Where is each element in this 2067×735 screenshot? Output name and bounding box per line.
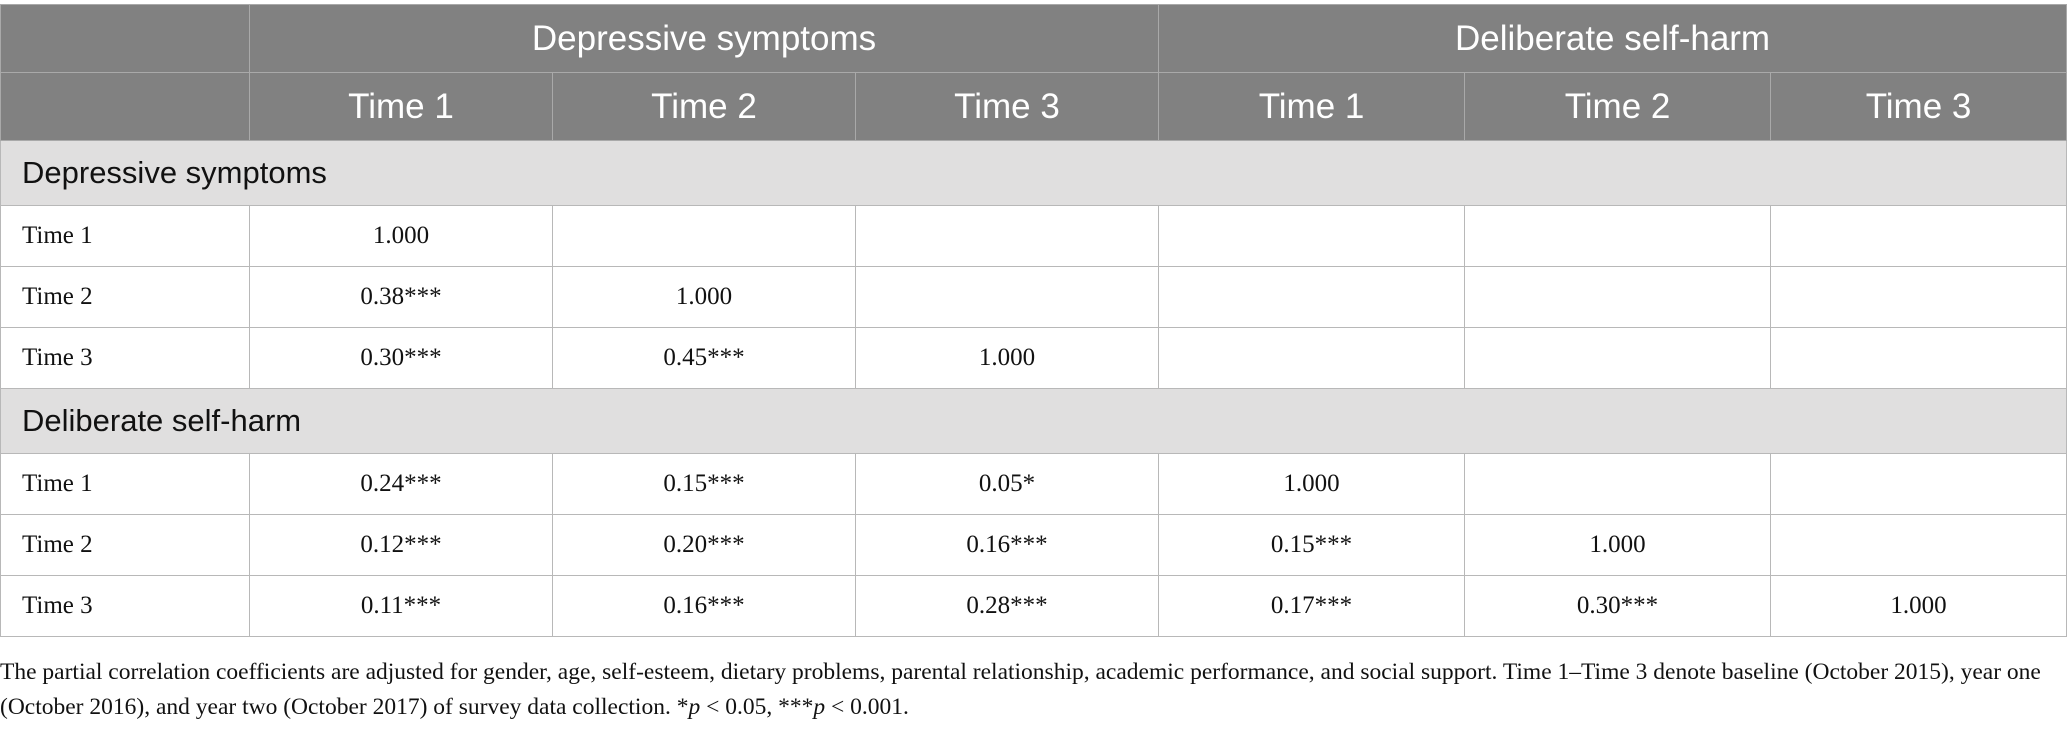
table-cell: 0.20*** — [553, 515, 856, 576]
header-time: Time 1 — [1159, 73, 1465, 141]
table-cell: 0.17*** — [1159, 576, 1465, 637]
header-time: Time 1 — [250, 73, 553, 141]
table-cell — [1771, 328, 2067, 389]
table-cell — [1771, 515, 2067, 576]
correlation-table — [0, 4, 2067, 637]
table-cell — [553, 206, 856, 267]
table-cell: 1.000 — [553, 267, 856, 328]
table-cell — [856, 267, 1159, 328]
table-row — [1, 328, 2067, 389]
table-cell: 0.12*** — [250, 515, 553, 576]
footnote-p-symbol: p — [813, 694, 826, 720]
section-title: Deliberate self-harm — [1, 389, 2067, 454]
table-cell — [1465, 267, 1771, 328]
footnote-threshold: < 0.001. — [825, 694, 909, 720]
table-cell — [856, 206, 1159, 267]
table-cell: 1.000 — [250, 206, 553, 267]
section-title: Depressive symptoms — [1, 141, 2067, 206]
row-label: Time 1 — [1, 206, 250, 267]
header-time: Time 2 — [553, 73, 856, 141]
table-cell: 0.45*** — [553, 328, 856, 389]
table-cell: 0.28*** — [856, 576, 1159, 637]
header-time: Time 3 — [1771, 73, 2067, 141]
table-cell: 1.000 — [1771, 576, 2067, 637]
table-cell — [1159, 206, 1465, 267]
table-cell: 1.000 — [1465, 515, 1771, 576]
row-label: Time 1 — [1, 454, 250, 515]
table-cell: 0.15*** — [553, 454, 856, 515]
table-cell: 0.11*** — [250, 576, 553, 637]
section-row — [1, 141, 2067, 206]
table-cell — [1465, 454, 1771, 515]
table-cell — [1465, 328, 1771, 389]
table-cell: 1.000 — [856, 328, 1159, 389]
table-cell: 1.000 — [1159, 454, 1465, 515]
table-row — [1, 576, 2067, 637]
table-cell — [1159, 267, 1465, 328]
header-row-groups — [1, 5, 2067, 73]
header-corner — [1, 5, 250, 73]
footnote-p-symbol: p — [688, 694, 701, 720]
table-row — [1, 206, 2067, 267]
table-cell: 0.30*** — [250, 328, 553, 389]
table-cell: 0.16*** — [553, 576, 856, 637]
table-cell: 0.15*** — [1159, 515, 1465, 576]
footnote-main: The partial correlation coefficients are adjusted for gender, age, self-esteem, dietary problems, parental relationship, academic performance, and social support. Time 1–Time 3 denote baseline (October 2015), year one (October 2016), and year two (October 2017) of survey data collection. * — [0, 659, 2041, 720]
table-cell: 0.30*** — [1465, 576, 1771, 637]
header-time: Time 3 — [856, 73, 1159, 141]
row-label: Time 2 — [1, 515, 250, 576]
header-time: Time 2 — [1465, 73, 1771, 141]
header-group-depressive: Depressive symptoms — [250, 5, 1159, 73]
table-cell: 0.38*** — [250, 267, 553, 328]
table-cell — [1159, 328, 1465, 389]
header-row-times — [1, 73, 2067, 141]
table-footnote — [0, 655, 2060, 725]
table-row — [1, 515, 2067, 576]
table-cell — [1771, 454, 2067, 515]
table-row — [1, 267, 2067, 328]
section-row — [1, 389, 2067, 454]
table-cell — [1465, 206, 1771, 267]
row-label: Time 2 — [1, 267, 250, 328]
table-cell — [1771, 206, 2067, 267]
row-label: Time 3 — [1, 328, 250, 389]
footnote-threshold: < 0.05, *** — [700, 694, 814, 720]
table-cell: 0.05* — [856, 454, 1159, 515]
table-cell — [1771, 267, 2067, 328]
table-cell: 0.24*** — [250, 454, 553, 515]
header-corner — [1, 73, 250, 141]
header-group-self-harm: Deliberate self-harm — [1159, 5, 2067, 73]
row-label: Time 3 — [1, 576, 250, 637]
table-row — [1, 454, 2067, 515]
table-cell: 0.16*** — [856, 515, 1159, 576]
